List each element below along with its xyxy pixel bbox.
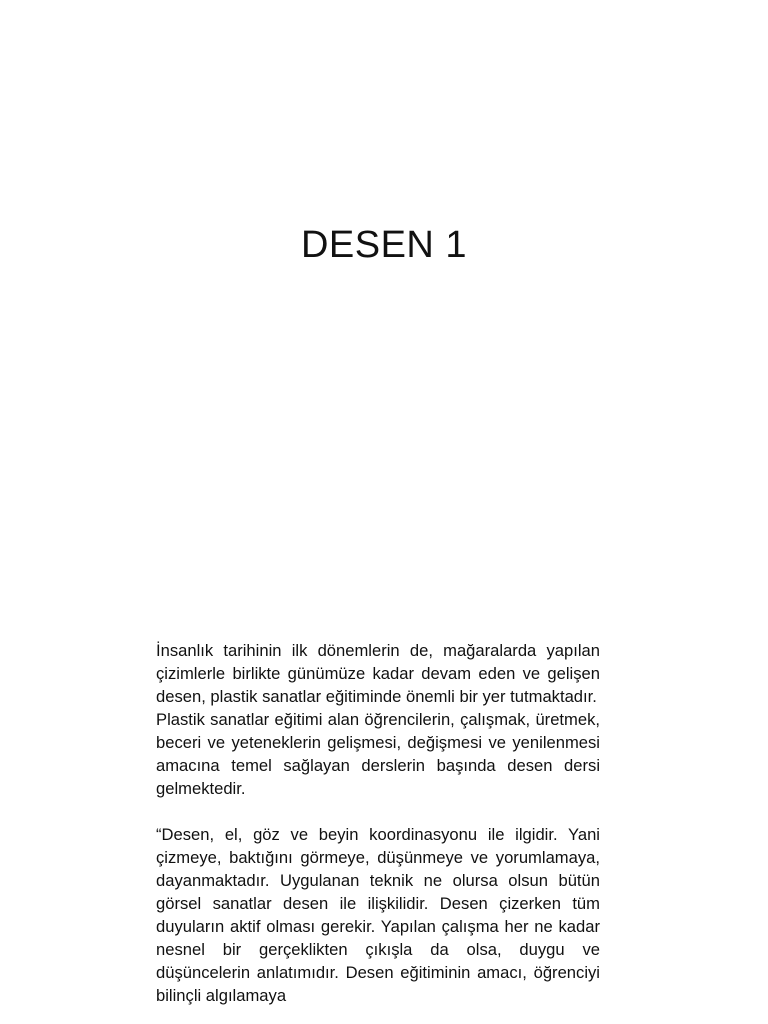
paragraph-intro: İnsanlık tarihinin ilk dönemlerin de, mağaralarda yapılan çizimlerle birlikte günümüze kadar devam eden ve gelişen desen, plastik sanatlar eğitiminde önemli bir yer tutmaktadır. xyxy=(156,641,600,706)
paragraph-gap xyxy=(156,800,600,823)
paragraph-quote: “Desen, el, göz ve beyin koordinasyonu ile ilgidir. Yani çizmeye, baktığını görmeye, düşünmeye ve yorumlamaya, dayanmaktadır. Uygulanan teknik ne olursa olsun bütün görsel sanatlar desen ile ilişkilidir. Desen çizerken tüm duyuların aktif olması gerekir. Yapılan çalışma her ne kadar nesnel bir gerçeklikten çıkışla da olsa, duygu ve düşüncelerin anlatımıdır. Desen eğitiminin amacı, öğrenciyi bilinçli algılamaya xyxy=(156,825,600,1005)
document-body xyxy=(156,639,600,1007)
document-title: DESEN 1 xyxy=(300,224,468,266)
paragraph-plastic-arts: Plastik sanatlar eğitimi alan öğrencilerin, çalışmak, üretmek, beceri ve yeteneklerin gelişmesi, değişmesi ve yenilenmesi amacına temel sağlayan derslerin başında desen dersi gelmektedir. xyxy=(156,710,600,798)
